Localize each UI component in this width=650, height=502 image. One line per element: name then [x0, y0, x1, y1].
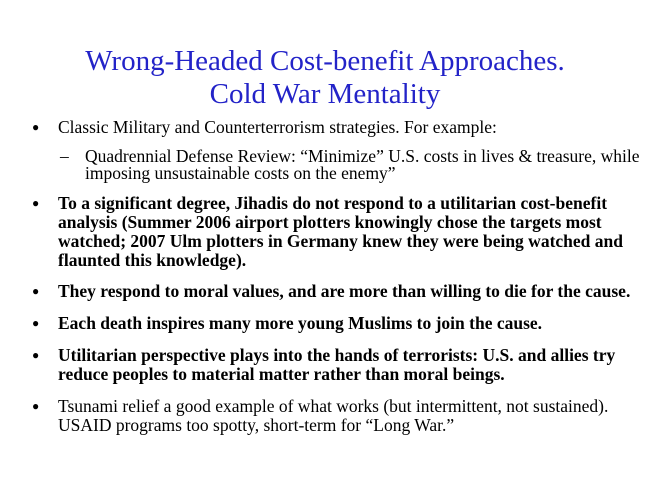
- sub-bullet-text: Quadrennial Defense Review: “Minimize” U.S. costs in lives & treasure, while imposing unsustainable costs on the enemy”: [85, 146, 640, 183]
- bullet-dot-icon: ●: [32, 316, 40, 330]
- bullet-text: Classic Military and Counterterrorism strategies. For example:: [58, 117, 497, 137]
- slide-title: [0, 45, 650, 111]
- bullet-dot-icon: ●: [32, 284, 40, 298]
- bullet-item-6: [30, 397, 640, 435]
- bullet-text: They respond to moral values, and are more than willing to die for the cause.: [58, 281, 631, 301]
- bullet-item-5: [30, 346, 640, 384]
- bullet-text: Tsunami relief a good example of what works (but intermittent, not sustained). USAID programs too spotty, short-term for “Long War.”: [58, 396, 609, 435]
- bullet-text: Each death inspires many more young Muslims to join the cause.: [58, 313, 543, 333]
- bullet-dot-icon: ●: [32, 196, 40, 210]
- sub-bullet-item-1: [30, 148, 640, 182]
- bullet-dot-icon: ●: [32, 120, 40, 134]
- dash-icon: –: [60, 146, 69, 166]
- bullet-item-1: [30, 118, 640, 137]
- bullet-text: Utilitarian perspective plays into the hands of terrorists: U.S. and allies try reduce peoples to material matter rather than moral beings.: [58, 345, 616, 384]
- title-line-2: Cold War Mentality: [209, 78, 441, 110]
- bullet-item-4: [30, 314, 640, 333]
- bullet-list: [30, 118, 640, 435]
- bullet-dot-icon: ●: [32, 348, 40, 362]
- bullet-text: To a significant degree, Jihadis do not respond to a utilitarian cost-benefit analysis (Summer 2006 airport plotters knowingly chose the targets most watched; 2007 Ulm plotters in Germany knew they were being watched and flaunted this knowledge).: [58, 193, 623, 270]
- bullet-item-3: [30, 282, 640, 301]
- title-line-1: Wrong-Headed Cost-benefit Approaches.: [85, 45, 565, 77]
- bullet-dot-icon: ●: [32, 399, 40, 413]
- bullet-item-2: [30, 194, 640, 270]
